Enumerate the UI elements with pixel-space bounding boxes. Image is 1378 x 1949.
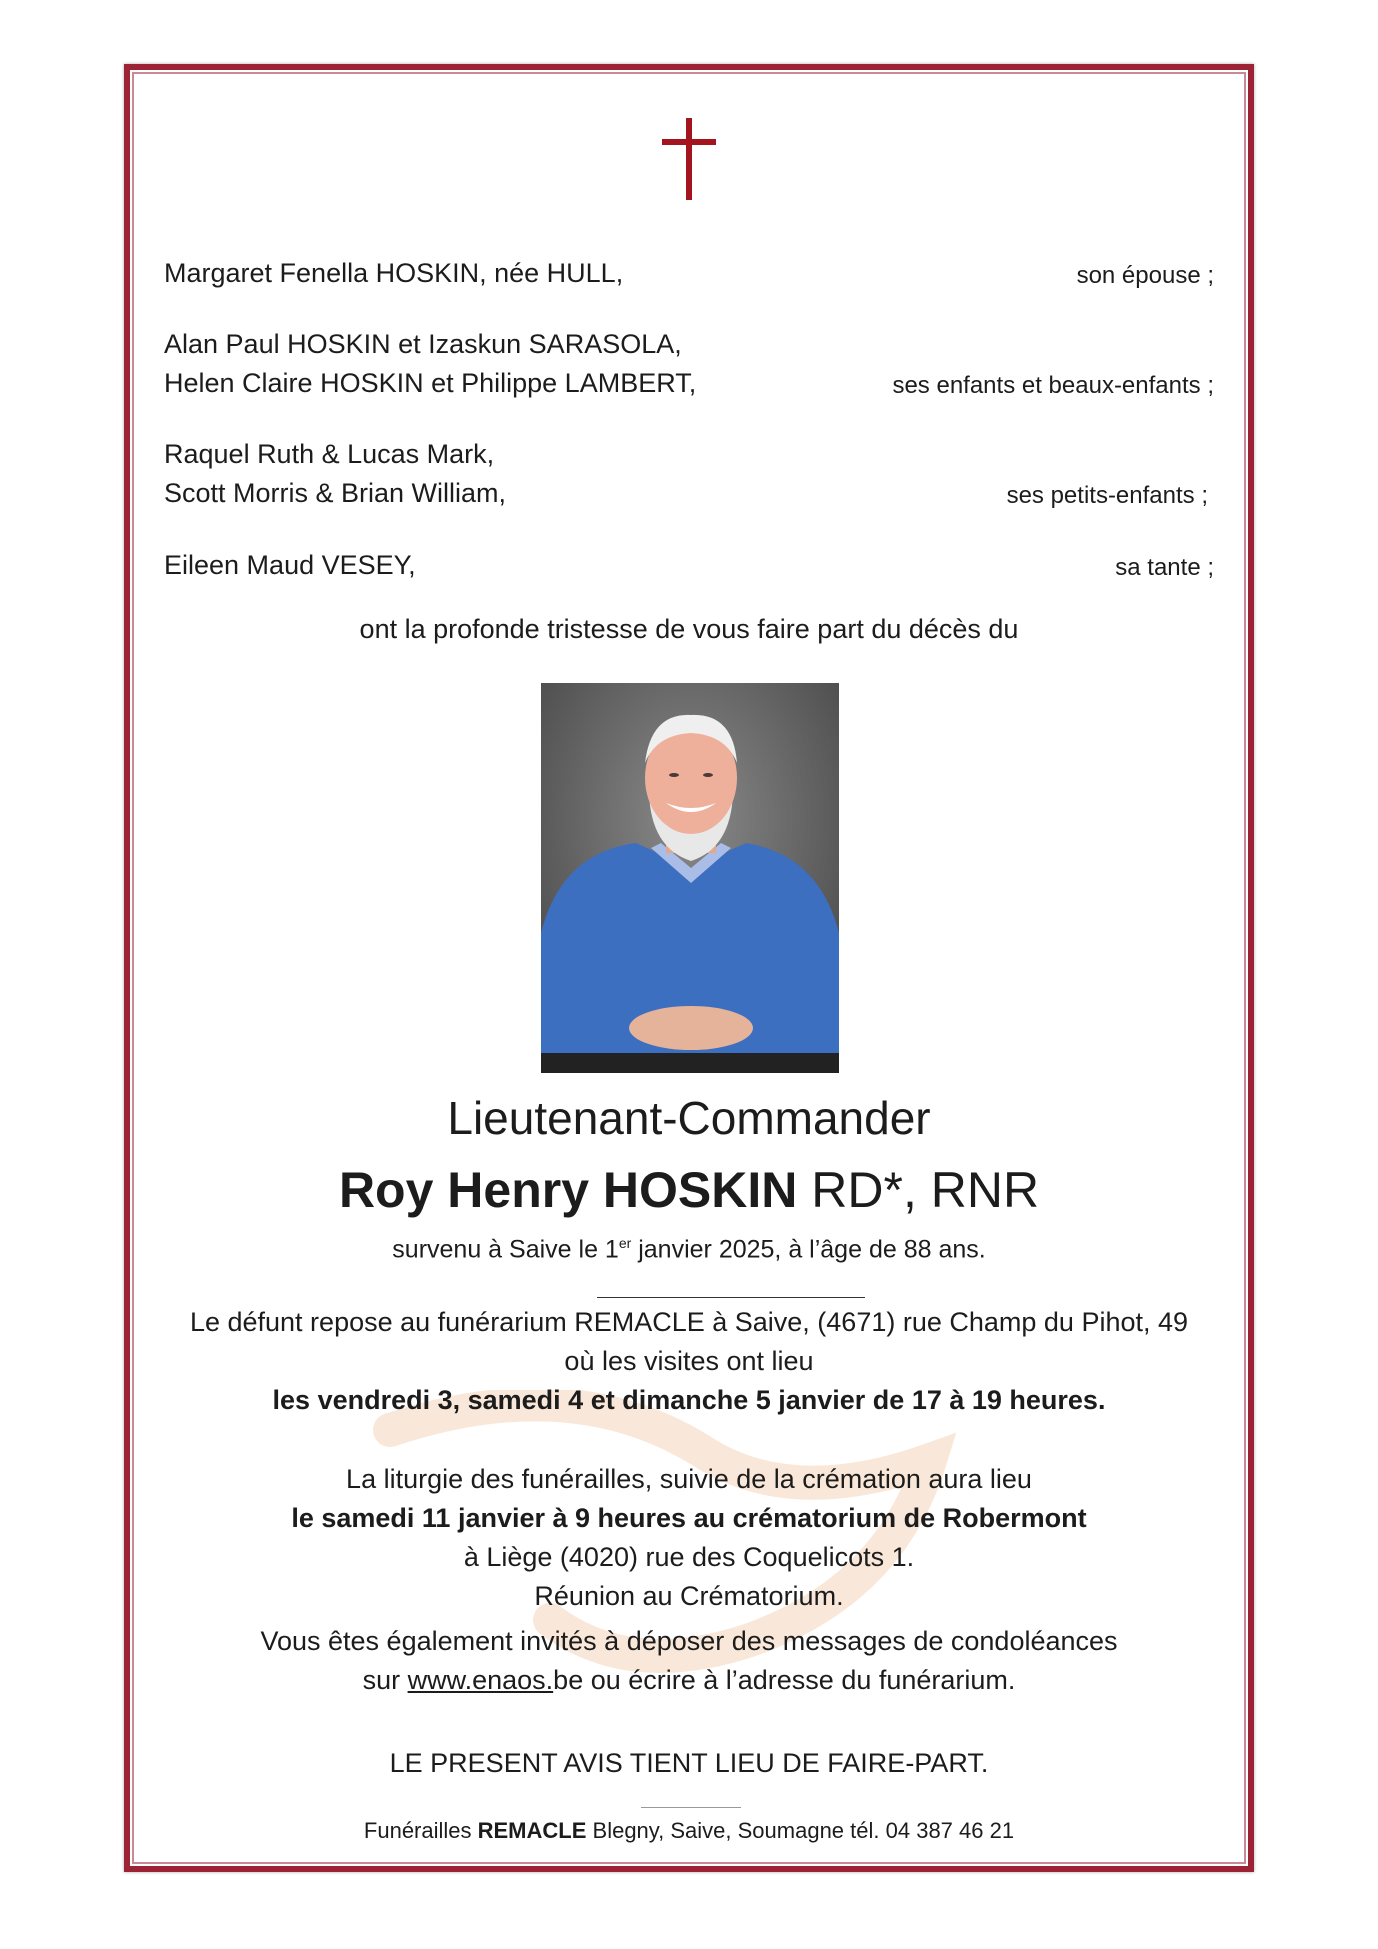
intro-text: ont la profonde tristesse de vous faire part du décès du: [359, 614, 1019, 644]
condoleances-prefix: sur: [362, 1665, 408, 1695]
footer-separator: [641, 1807, 741, 1808]
death-date-suffix: janvier 2025, à l’âge de 88 ans.: [631, 1235, 986, 1264]
death-date-sup: er: [618, 1235, 632, 1251]
repose-section: [124, 1303, 1254, 1420]
footer-brand: REMACLE: [477, 1818, 587, 1843]
condoleances-section: [124, 1622, 1254, 1700]
family-relation: ses enfants et beaux-enfants ;: [892, 372, 1214, 399]
family-relation: son épouse ;: [1076, 262, 1214, 289]
death-date-text: [124, 1225, 1254, 1267]
condoleances-line: [124, 1661, 1254, 1700]
family-relation: sa tante ;: [1115, 554, 1214, 581]
family-names: Alan Paul HOSKIN et Izaskun SARASOLA,: [164, 329, 682, 359]
family-names: Eileen Maud VESEY,: [164, 550, 416, 580]
death-date-prefix: survenu à Saive le 1: [392, 1235, 619, 1264]
separator-line: [597, 1297, 865, 1298]
family-names: Scott Morris & Brian William,: [164, 478, 507, 508]
family-names: Margaret Fenella HOSKIN, née HULL,: [164, 258, 624, 288]
condoleances-suffix: be ou écrire à l’adresse du funérarium.: [553, 1665, 1016, 1695]
visits-schedule: les vendredi 3, samedi 4 et dimanche 5 janvier de 17 à 19 heures.: [272, 1385, 1106, 1415]
condoleances-line: Vous êtes également invités à déposer des messages de condoléances: [260, 1626, 1118, 1656]
liturgie-line: à Liège (4020) rue des Coquelicots 1.: [463, 1542, 915, 1572]
deceased-name-suffix: RD*, RNR: [797, 1162, 1040, 1218]
family-names: Raquel Ruth & Lucas Mark,: [164, 439, 495, 469]
repose-line: Le défunt repose au funérarium REMACLE à Saive, (4671) rue Champ du Pihot, 49: [189, 1307, 1189, 1337]
repose-line: où les visites ont lieu: [564, 1346, 814, 1376]
footer-prefix: Funérailles: [363, 1818, 478, 1843]
footer-text: [124, 1816, 1254, 1846]
liturgie-line: Réunion au Crématorium.: [534, 1581, 844, 1611]
enaos-link[interactable]: www.enaos.: [407, 1665, 554, 1695]
portrait-photo: [541, 683, 839, 1073]
cross-icon: [662, 118, 716, 200]
deceased-name-bold: Roy Henry HOSKIN: [338, 1162, 798, 1218]
family-relation: ses petits-enfants ;: [1006, 482, 1208, 509]
family-names: Helen Claire HOSKIN et Philippe LAMBERT,: [164, 368, 697, 398]
deceased-name: [124, 1158, 1254, 1222]
ceremony-schedule: le samedi 11 janvier à 9 heures au crématorium de Robermont: [291, 1503, 1087, 1533]
footer-suffix: Blegny, Saive, Soumagne tél. 04 387 46 21: [586, 1818, 1015, 1843]
liturgie-section: [124, 1460, 1254, 1616]
avis-notice: LE PRESENT AVIS TIENT LIEU DE FAIRE-PART.: [389, 1748, 989, 1778]
liturgie-line: La liturgie des funérailles, suivie de la crémation aura lieu: [346, 1464, 1032, 1494]
deceased-rank: Lieutenant-Commander: [447, 1092, 931, 1144]
